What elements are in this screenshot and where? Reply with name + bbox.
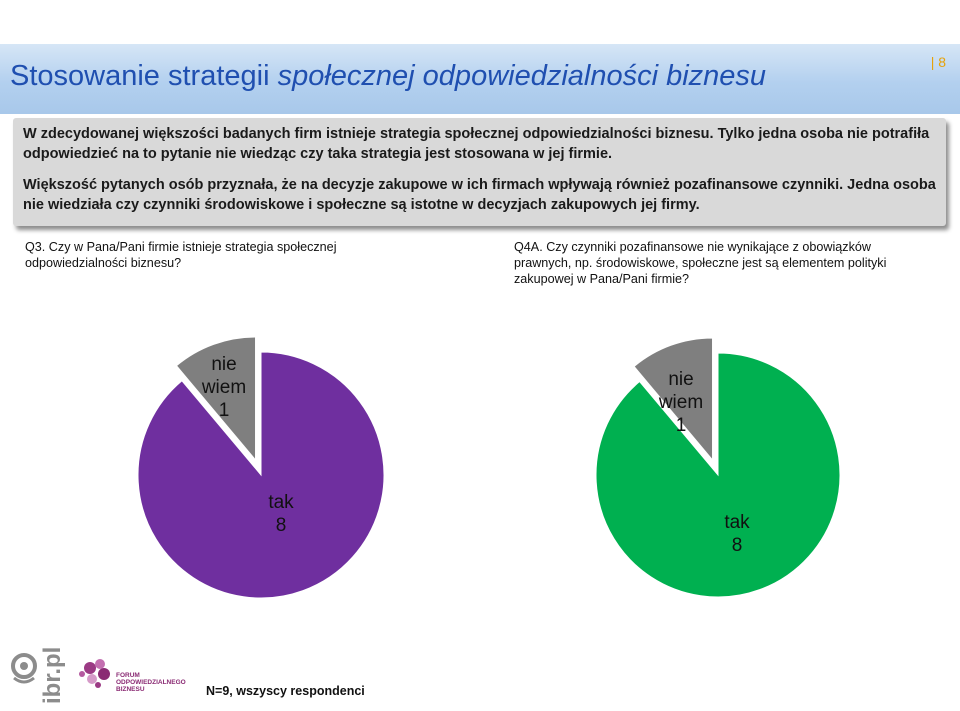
- footnote: N=9, wszyscy respondenci: [206, 684, 365, 698]
- ibr-logo-text: ibr.pl: [39, 648, 66, 704]
- summary-paragraph-1: W zdecydowanej większości badanych firm istnieje strategia społecznej odpowiedzialności biznesu. Tylko jedna osoba nie potrafiła odpowiedzieć na to pytanie nie wiedząc czy taka strategia jest stosowana w jej firmie.: [23, 126, 930, 162]
- ibr-logo: [8, 648, 70, 706]
- question-q3: Q3. Czy w Pana/Pani firmie istnieje strategia społecznej odpowiedzialności biznesu?: [25, 240, 337, 270]
- pie-2-slice-tak: [596, 353, 840, 597]
- title-normal: Stosowanie strategii: [10, 60, 278, 92]
- pie-1-slice-tak: [138, 352, 384, 598]
- forum-logo-line3: BIZNESU: [116, 686, 145, 693]
- pie-1-label-tak: tak 8: [268, 492, 294, 536]
- title-italic: społecznej odpowiedzialności biznesu: [277, 60, 767, 92]
- pie-1-label-nie-wiem: nie wiem 1: [201, 354, 247, 421]
- summary-paragraph-2: Większość pytanych osób przyznała, że na decyzje zakupowe w ich firmach wpływają również pozafinansowe czynniki. Jedna osoba nie wiedziała czy czynniki środowiskowe i społeczne są istotne w decyzjach zakupowych jej firmy.: [23, 177, 936, 213]
- pie-2-label-tak: tak 8: [724, 512, 750, 556]
- forum-logo: [76, 652, 196, 702]
- forum-logo-line1: FORUM: [116, 672, 140, 679]
- forum-logo-line2: ODPOWIEDZIALNEGO: [116, 679, 186, 686]
- pie-2-label-nie-wiem: nie wiem 1: [658, 369, 704, 436]
- question-q4a: Q4A. Czy czynniki pozafinansowe nie wynikające z obowiązków prawnych, np. środowiskowe, społeczne jest są elementem polityki zakupowej w Pana/Pani firmie?: [514, 240, 887, 286]
- page-number: | 8: [930, 54, 946, 70]
